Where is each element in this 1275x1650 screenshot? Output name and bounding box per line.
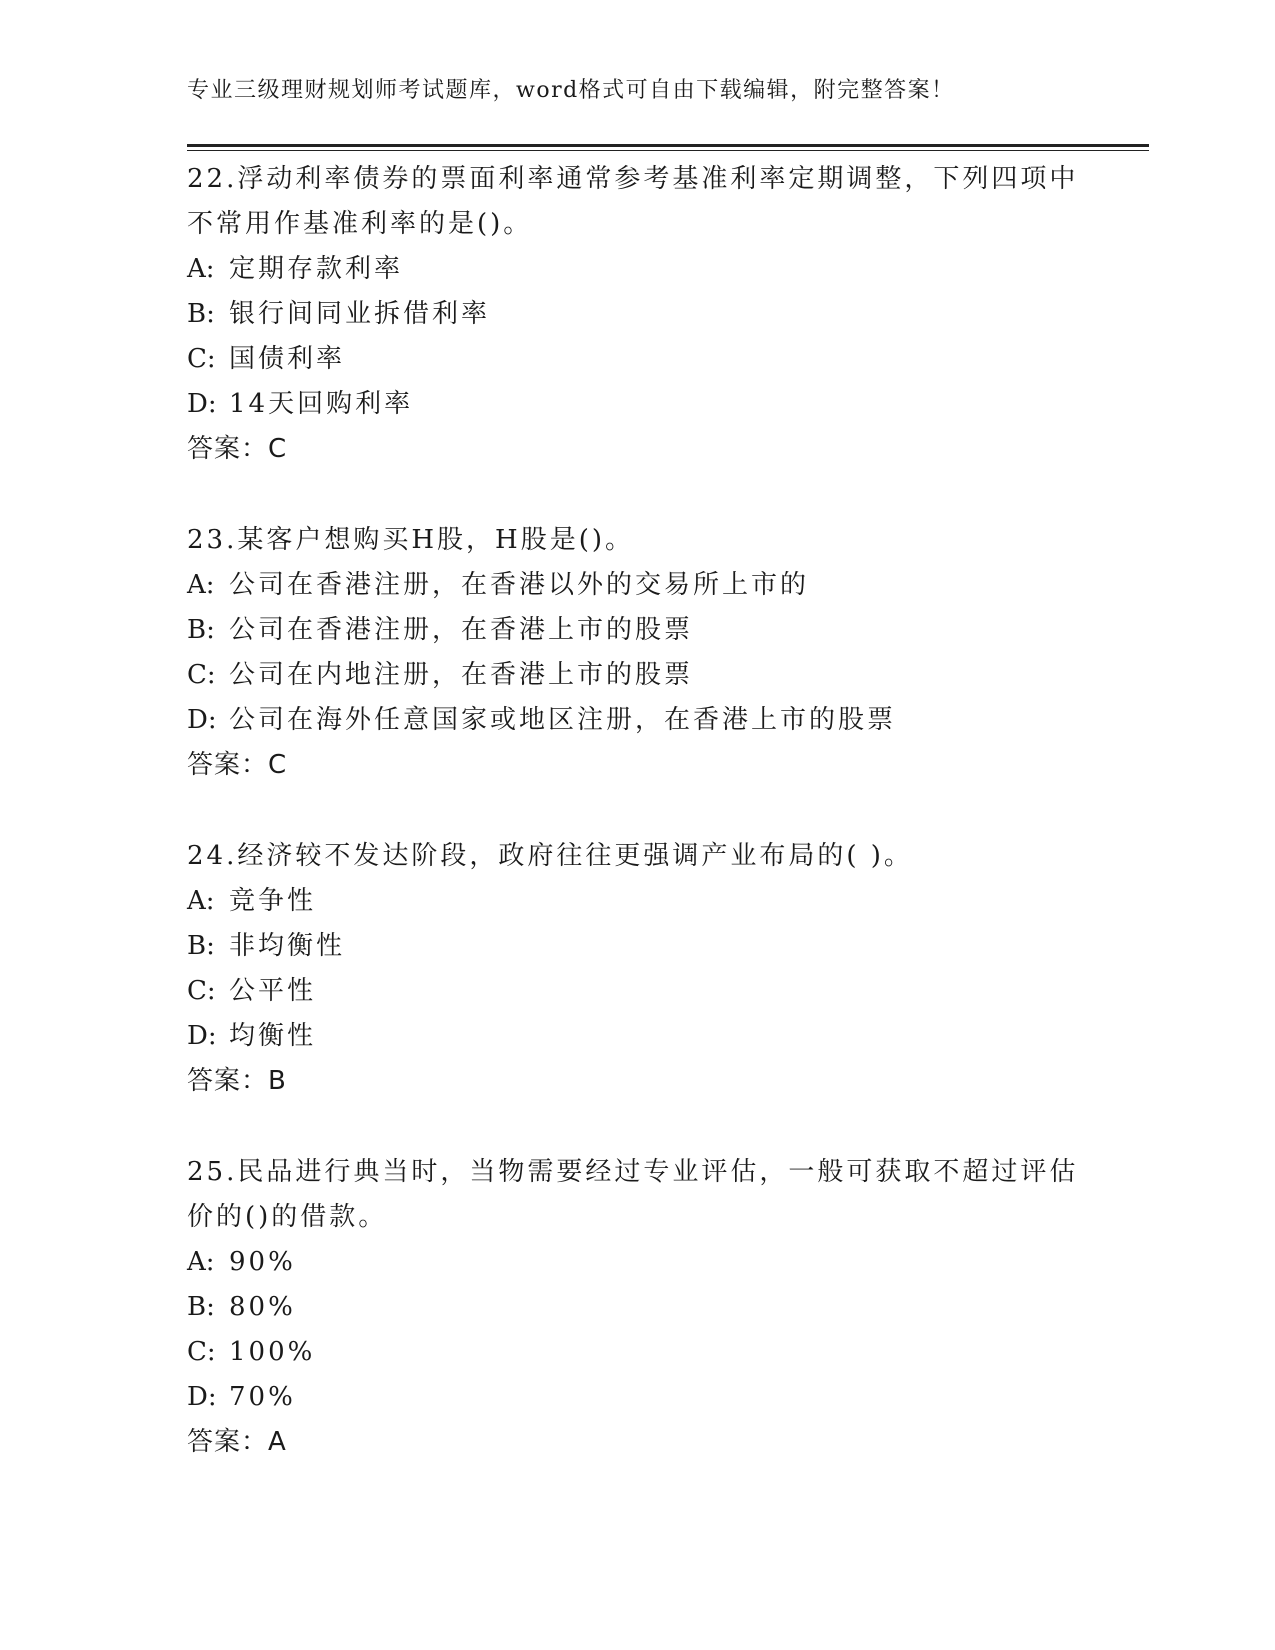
header-rule-thin (187, 150, 1149, 151)
option-text: 公司在香港注册，在香港上市的股票 (229, 615, 694, 645)
question-list (187, 157, 1087, 1511)
option-c (187, 969, 1087, 1014)
option-text: 银行间同业拆借利率 (229, 299, 491, 329)
option-key: A: (187, 570, 215, 600)
option-key: B: (187, 1292, 215, 1322)
option-key: C: (187, 1337, 216, 1367)
option-text: 80% (229, 1292, 296, 1322)
question-23 (187, 518, 1087, 788)
question-22 (187, 157, 1087, 472)
answer: 答案：B (187, 1066, 287, 1096)
answer: 答案：C (187, 750, 288, 780)
option-key: B: (187, 615, 215, 645)
question-stem: 22.浮动利率债券的票面利率通常参考基准利率定期调整，下列四项中不常用作基准利率的是()。 (187, 164, 1079, 239)
option-a (187, 563, 1087, 608)
option-key: D: (187, 1021, 217, 1051)
option-text: 国债利率 (229, 344, 346, 374)
question-stem: 23.某客户想购买H股，H股是()。 (187, 525, 634, 555)
option-text: 14天回购利率 (229, 389, 414, 419)
option-text: 公司在香港注册，在香港以外的交易所上市的 (229, 570, 810, 600)
option-c (187, 653, 1087, 698)
option-d (187, 1014, 1087, 1059)
option-d (187, 698, 1087, 743)
answer: 答案：A (187, 1427, 287, 1457)
page-header: 专业三级理财规划师考试题库，word格式可自由下载编辑，附完整答案！ (187, 78, 955, 103)
option-key: D: (187, 705, 217, 735)
option-a (187, 879, 1087, 924)
option-key: A: (187, 1247, 215, 1277)
option-key: D: (187, 1382, 217, 1412)
option-key: D: (187, 389, 217, 419)
question-25 (187, 1150, 1087, 1465)
option-key: C: (187, 976, 216, 1006)
question-stem: 24.经济较不发达阶段，政府往往更强调产业布局的( )。 (187, 841, 913, 871)
option-b (187, 924, 1087, 969)
option-text: 100% (229, 1337, 316, 1367)
option-text: 公司在内地注册，在香港上市的股票 (229, 660, 694, 690)
option-d (187, 1375, 1087, 1420)
option-b (187, 1285, 1087, 1330)
option-text: 90% (229, 1247, 296, 1277)
question-stem: 25.民品进行典当时，当物需要经过专业评估，一般可获取不超过评估价的()的借款。 (187, 1157, 1079, 1232)
option-text: 定期存款利率 (229, 254, 404, 284)
option-key: C: (187, 660, 216, 690)
option-text: 公司在海外任意国家或地区注册，在香港上市的股票 (229, 705, 897, 735)
option-d (187, 382, 1087, 427)
option-key: A: (187, 254, 215, 284)
option-text: 竞争性 (229, 886, 317, 916)
option-text: 均衡性 (229, 1021, 317, 1051)
answer: 答案：C (187, 434, 288, 464)
option-a (187, 247, 1087, 292)
option-a (187, 1240, 1087, 1285)
option-key: B: (187, 931, 215, 961)
option-b (187, 608, 1087, 653)
header-rule-thick (187, 144, 1149, 147)
option-key: A: (187, 886, 215, 916)
option-key: B: (187, 299, 215, 329)
option-text: 70% (229, 1382, 296, 1412)
question-24 (187, 834, 1087, 1104)
option-b (187, 292, 1087, 337)
option-text: 非均衡性 (229, 931, 346, 961)
option-c (187, 1330, 1087, 1375)
option-text: 公平性 (229, 976, 317, 1006)
option-c (187, 337, 1087, 382)
option-key: C: (187, 344, 216, 374)
